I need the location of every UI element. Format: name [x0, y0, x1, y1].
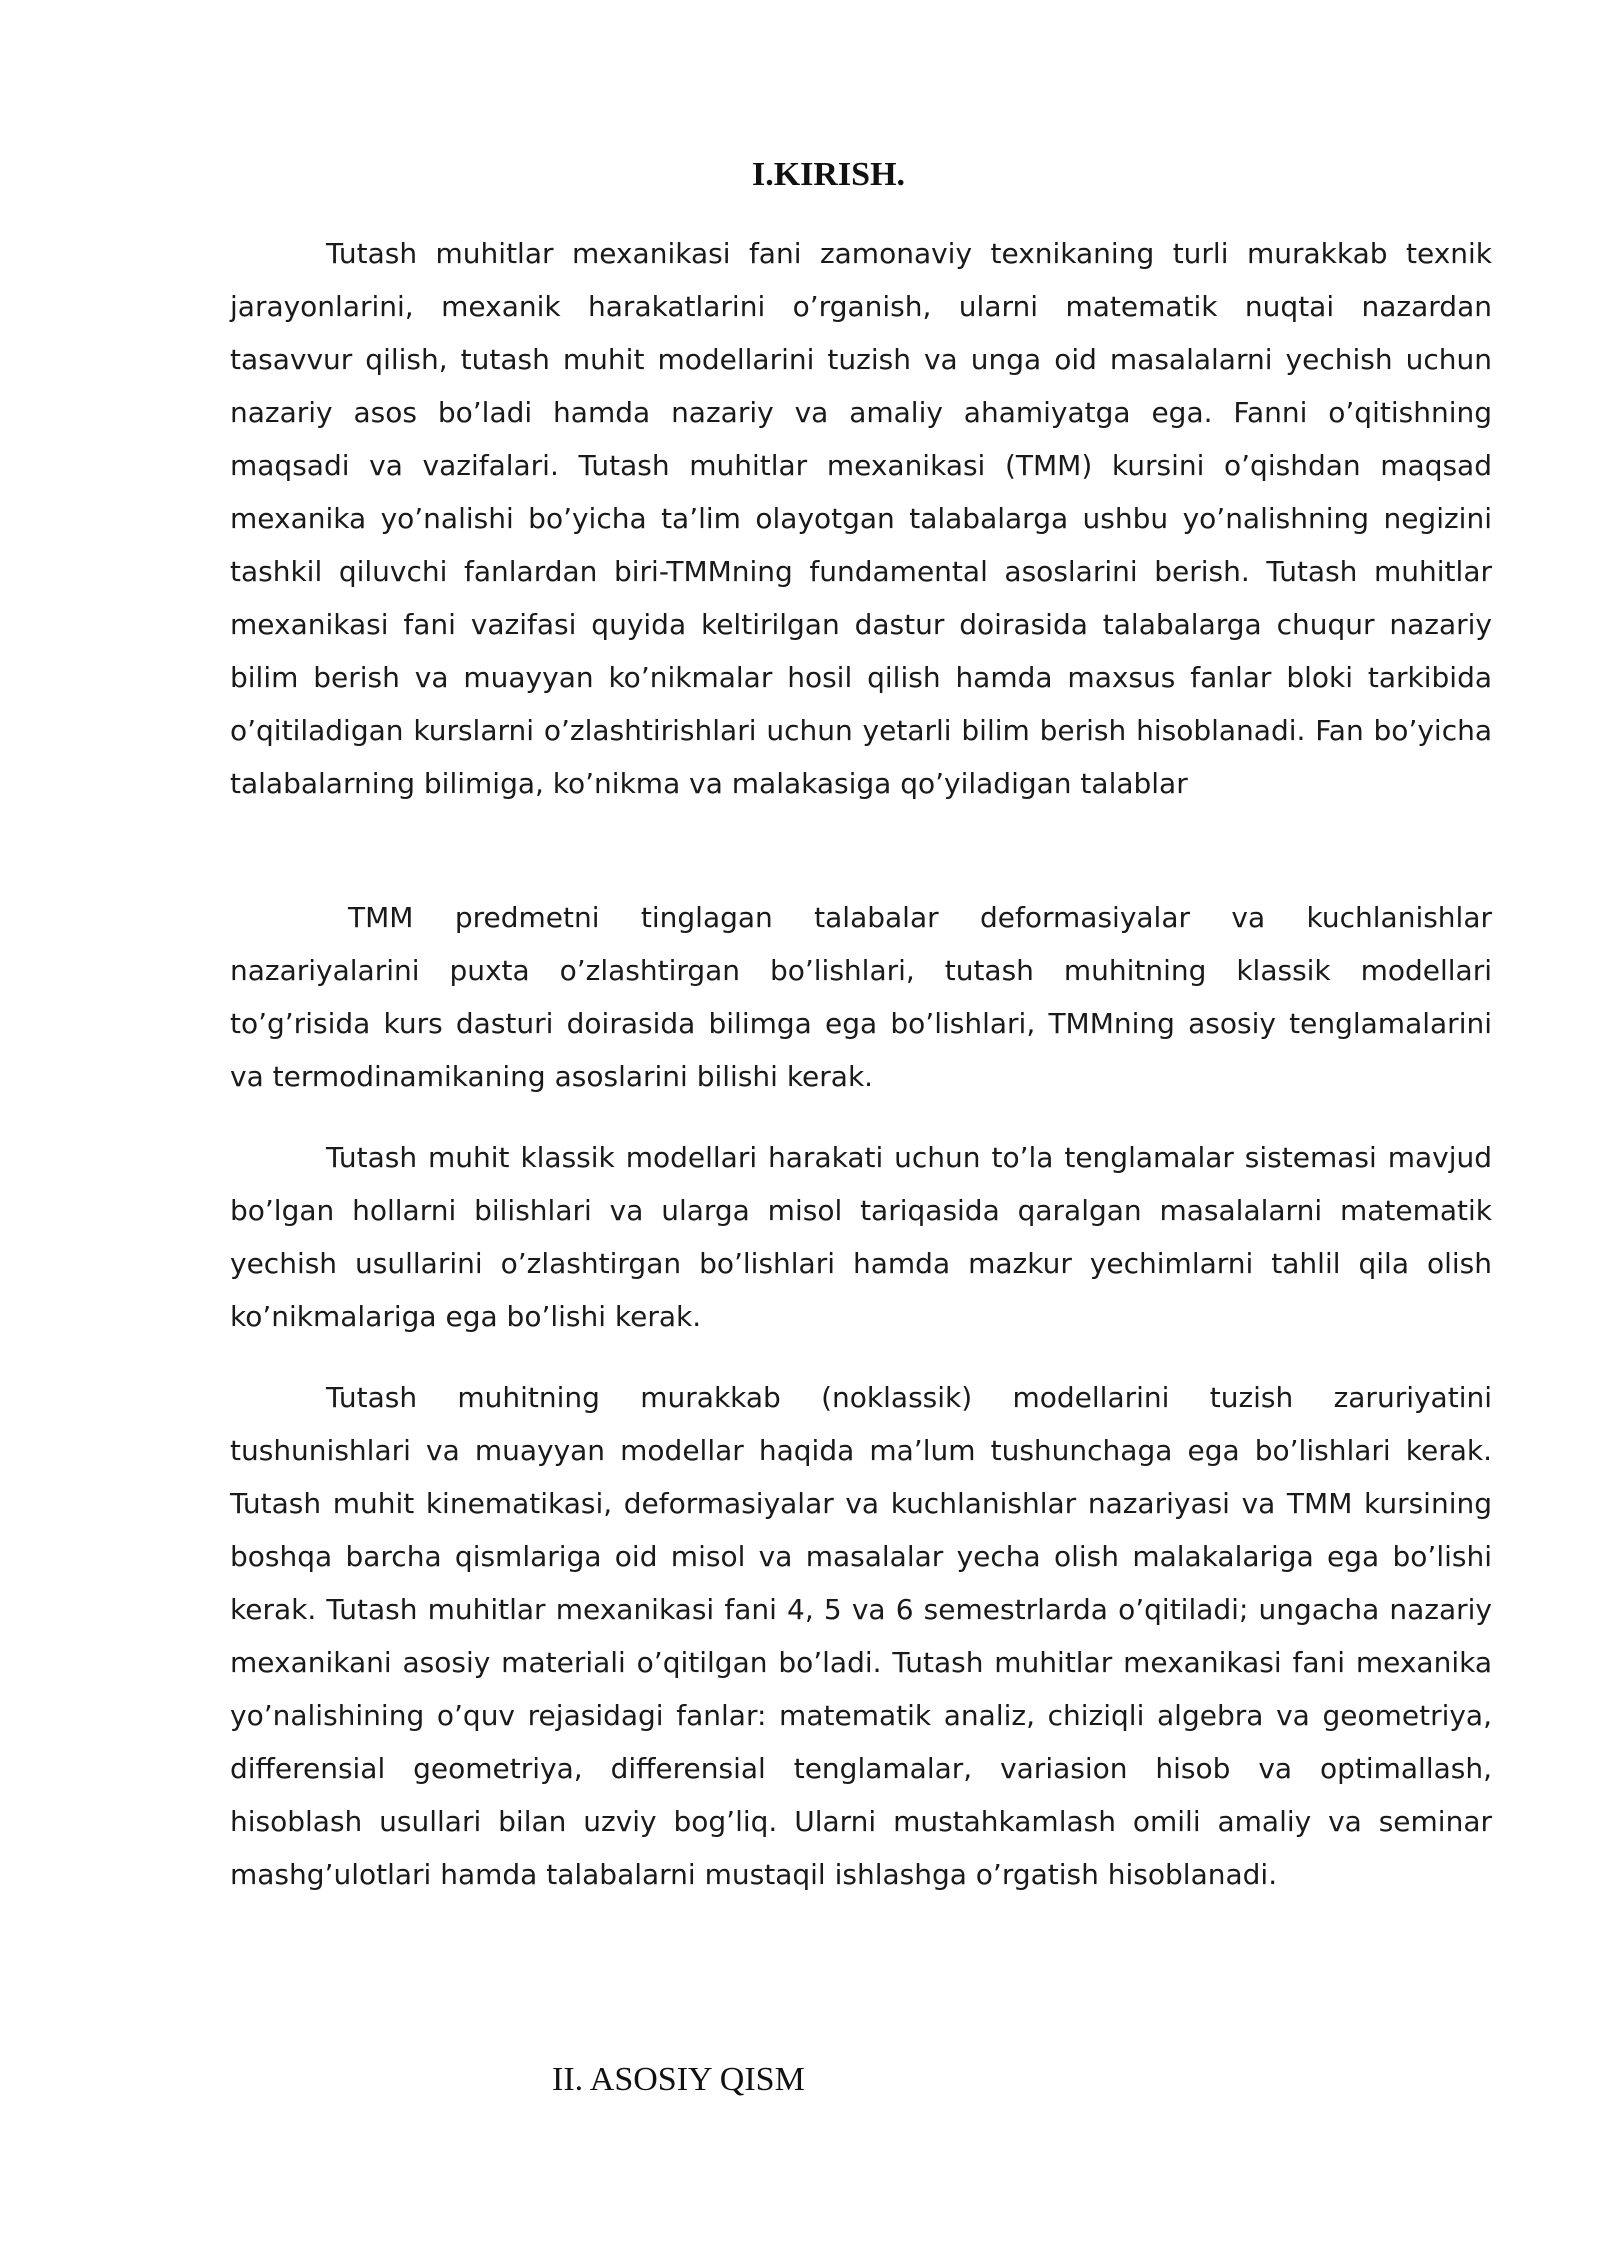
paragraph-requirements: TMM predmetni tinglagan talabalar deformasiyalar va kuchlanishlar nazariyalarini puxta o’zlashtirgan bo’lishlari, tutash muhitning klassik modellari to’g’risida kurs dasturi doirasida bilimga ega bo’lishlari, TMMning asosiy tenglamalarini va termodinamikaning asoslarini bilishi kerak.: [230, 901, 1492, 1093]
section-heading-main: II. ASOSIY QISM: [552, 2061, 805, 2098]
paragraph-classical-models: Tutash muhit klassik modellari harakati uchun to’la tenglamalar sistemasi mavjud bo’lgan hollarni bilishlari va ularga misol tariqasida qaralgan masalalarni matematik yechish usullarini o’zlashtirgan bo’lishlari hamda mazkur yechimlarni tahlil qila olish ko’nikmalariga ega bo’lishi kerak.: [230, 1141, 1492, 1333]
paragraph-intro: Tutash muhitlar mexanikasi fani zamonaviy texnikaning turli murakkab texnik jarayonlarini, mexanik harakatlarini o’rganish, ularni matematik nuqtai nazardan tasavvur qilish, tutash muhit modellarini tuzish va unga oid masalalarni yechish uchun nazariy asos bo’ladi hamda nazariy va amaliy ahamiyatga ega. Fanni o’qitishning maqsadi va vazifalari. Tutash muhitlar mexanikasi (TMM) kursini o’qishdan maqsad mexanika yo’nalishi bo’yicha ta’lim olayotgan talabalarga ushbu yo’nalishning negizini tashkil qiluvchi fanlardan biri-TMMning fundamental asoslarini berish. Tutash muhitlar mexanikasi fani vazifasi quyida keltirilgan dastur doirasida talabalarga chuqur nazariy bilim berish va muayyan ko’nikmalar hosil qilish hamda maxsus fanlar bloki tarkibida o’qitiladigan kurslarni o’zlashtirishlari uchun yetarli bilim berish hisoblanadi. Fan bo’yicha talabalarning bilimiga, ko’nikma va malakasiga qo’yiladigan talablar: [230, 237, 1492, 800]
section-heading-intro: I.KIRISH.: [751, 156, 906, 193]
paragraph-nonclassical-models: Tutash muhitning murakkab (noklassik) modellarini tuzish zaruriyatini tushunishlari va muayyan modellar haqida ma’lum tushunchaga ega bo’lishlari kerak. Tutash muhit kinematikasi, deformasiyalar va kuchlanishlar nazariyasi va TMM kursining boshqa barcha qismlariga oid misol va masalalar yecha olish malakalariga ega bo’lishi kerak. Tutash muhitlar mexanikasi fani 4, 5 va 6 semestrlarda o’qitiladi; ungacha nazariy mexanikani asosiy materiali o’qitilgan bo’ladi. Tutash muhitlar mexanikasi fani mexanika yo’nalishining o’quv rejasidagi fanlar: matematik analiz, chiziqli algebra va geometriya, differensial geometriya, differensial tenglamalar, variasion hisob va optimallash, hisoblash usullari bilan uzviy bog’liq. Ularni mustahkamlash omili amaliy va seminar mashg’ulotlari hamda talabalarni mustaqil ishlashga o’rgatish hisoblanadi.: [230, 1381, 1492, 1891]
